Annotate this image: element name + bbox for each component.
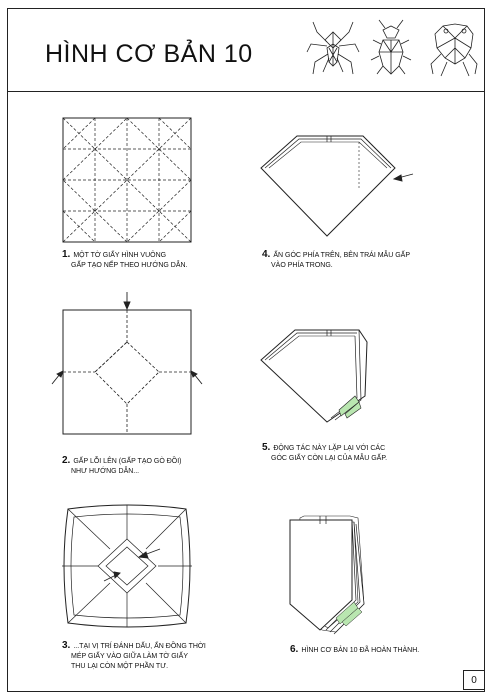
step-number: 3. xyxy=(62,640,71,651)
step5-caption: 5. ĐỘNG TÁC NÀY LẶP LẠI VỚI CÁC GÓC GIẤY CÒN LẠI CỦA MẪU GẤP. xyxy=(262,442,388,462)
step-number: 6. xyxy=(290,644,299,655)
step-number: 4. xyxy=(262,249,271,260)
step6-caption: 6. HÌNH CƠ BẢN 10 ĐÃ HOÀN THÀNH. xyxy=(290,644,420,655)
spider-icon xyxy=(307,22,359,74)
frog-icon xyxy=(431,24,477,76)
step4-diagram xyxy=(255,128,415,243)
step4-caption: 4. ẤN GÓC PHÍA TRÊN, BÊN TRÁI MẪU GẤP VÀO PHÍA TRONG. xyxy=(262,249,411,269)
step-number: 5. xyxy=(262,442,271,453)
step2-caption: 2. GẤP LỖI LÊN (GẤP TẠO GÒ ĐỒI) NHƯ HƯỚNG DẪN... xyxy=(62,455,182,475)
step3-caption: 3. ...TẠI VỊ TRÍ ĐÁNH DẤU, ẤN ĐỒNG THỜI MÉP GIẤY VÀO GIỮA LÀM TỜ GIẤY THU LẠI CÒN MỘT PHẦN TƯ. xyxy=(62,640,206,670)
step-number: 2. xyxy=(62,455,71,466)
header xyxy=(7,8,485,92)
page-number: 0 xyxy=(463,670,485,690)
beetle-icon xyxy=(371,20,411,74)
step3-diagram xyxy=(60,503,200,633)
step2-diagram xyxy=(48,290,208,440)
header-icons xyxy=(305,18,475,82)
step1-diagram xyxy=(62,117,192,243)
step5-diagram xyxy=(255,322,405,432)
step1-caption: 1. MỘT TỜ GIẤY HÌNH VUÔNG GẤP TẠO NẾP THEO HƯỚNG DẪN. xyxy=(62,249,188,269)
page-title: HÌNH CƠ BẢN 10 xyxy=(45,40,253,68)
step6-diagram xyxy=(282,512,392,637)
step-number: 1. xyxy=(62,249,71,260)
